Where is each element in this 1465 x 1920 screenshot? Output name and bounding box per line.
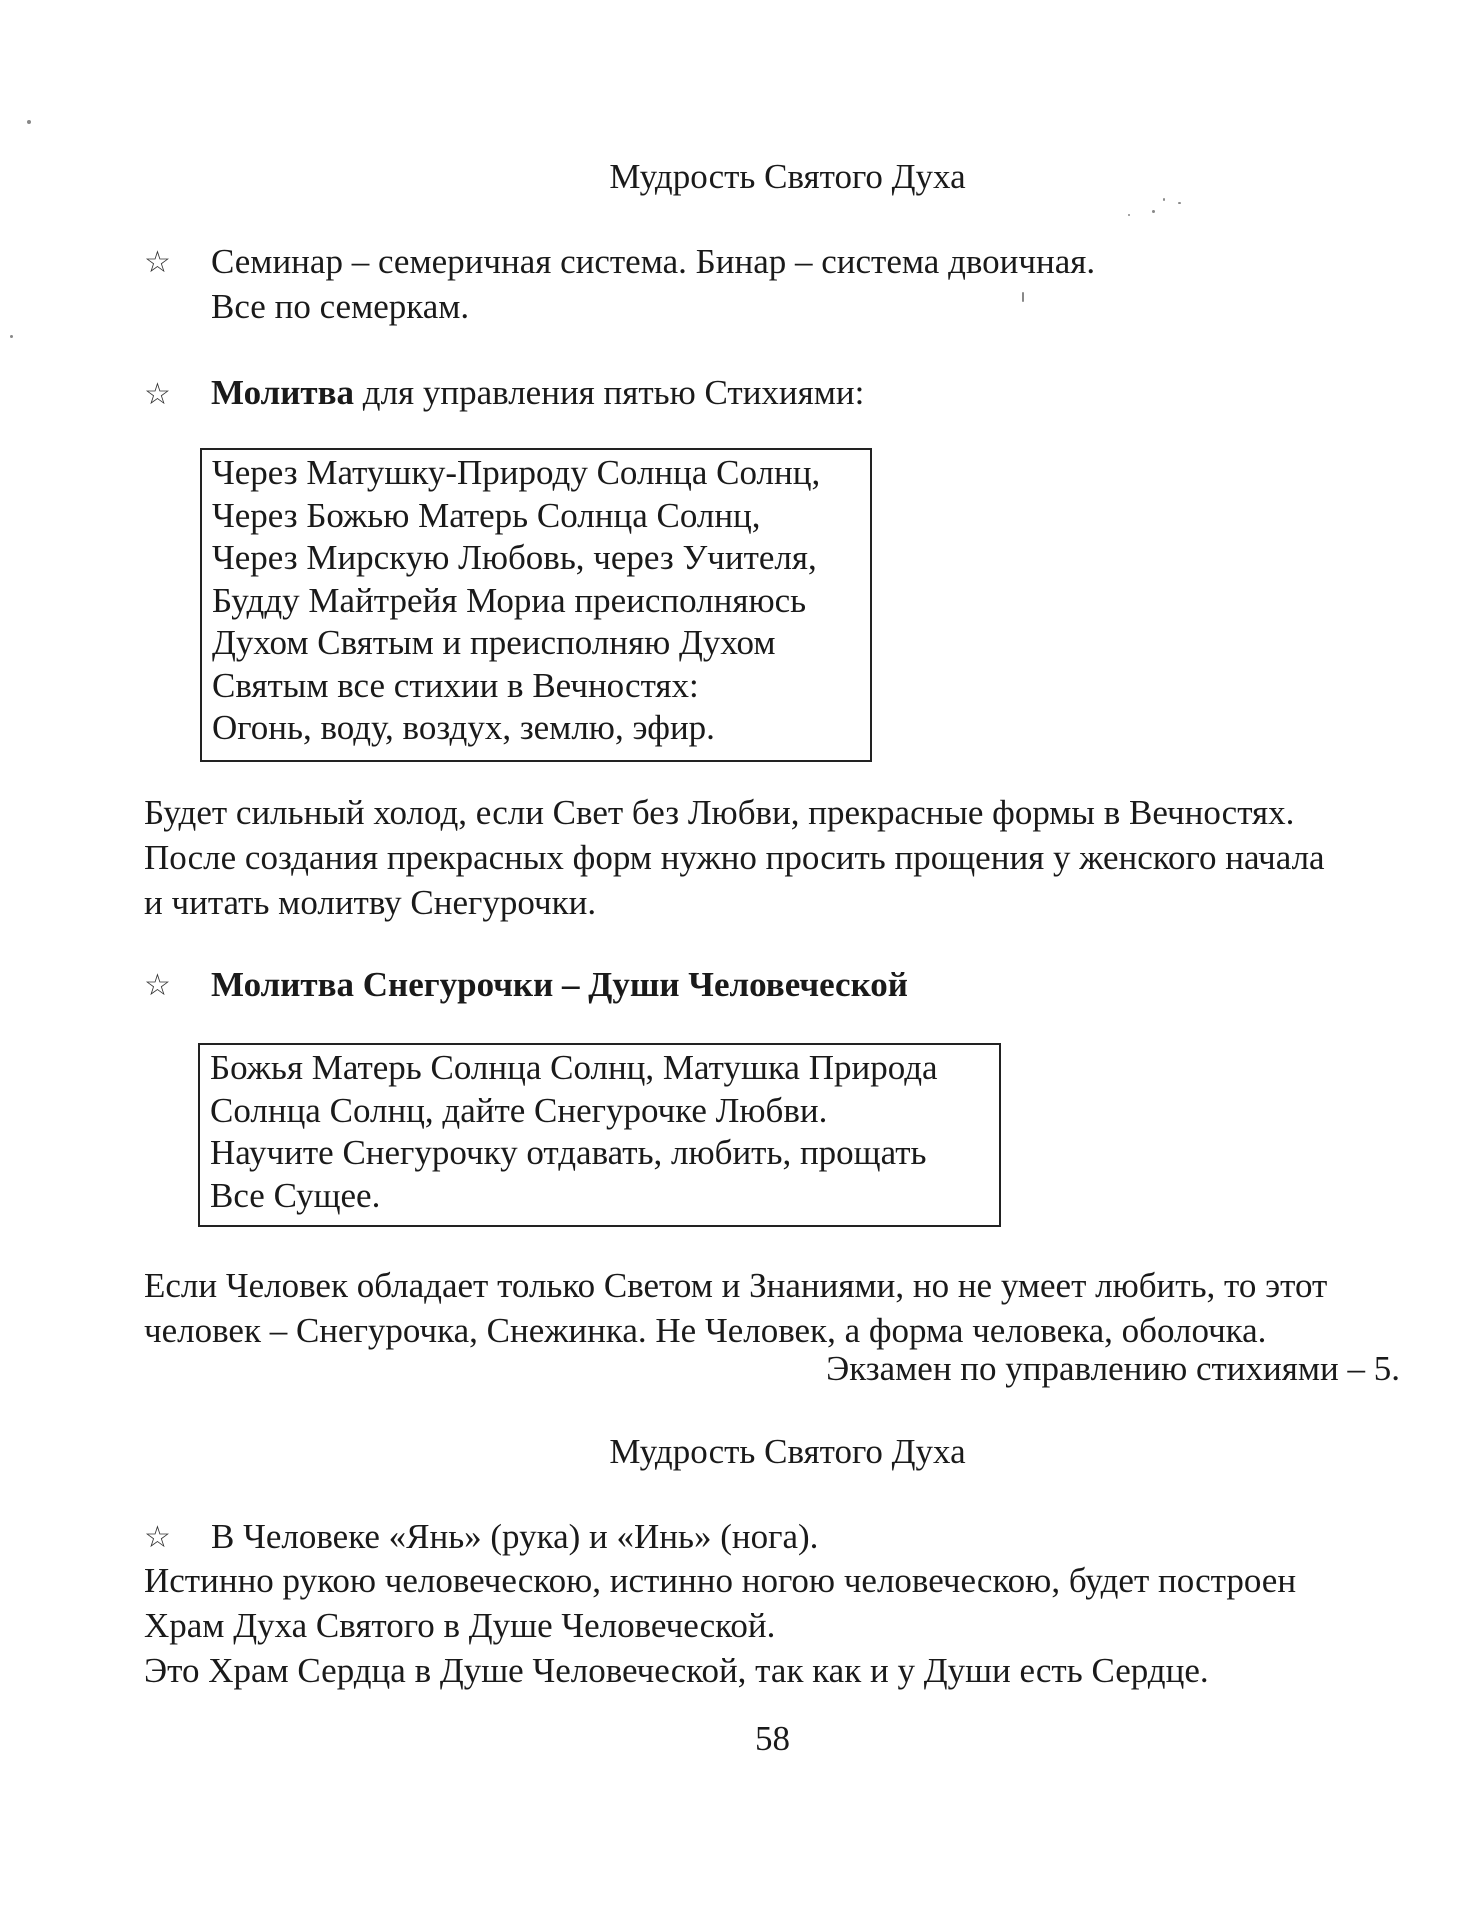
scan-speck xyxy=(1178,202,1181,204)
prayer-line: Все Сущее. xyxy=(210,1175,381,1215)
prayer-line: Через Божью Матерь Солнца Солнц, xyxy=(212,495,761,535)
paragraph-line: человек – Снегурочка, Снежинка. Не Человек, а форма человека, оболочка. xyxy=(144,1311,1267,1350)
prayer-line: Божья Матерь Солнца Солнц, Матушка Природа xyxy=(210,1048,938,1087)
item-snegurochka-title: Молитва Снегурочки – Души Человеческой xyxy=(211,965,908,1004)
prayer-title-bold: Молитва xyxy=(211,373,355,412)
paragraph-line: После создания прекрасных форм нужно просить прощения у женского начала xyxy=(144,838,1325,877)
prayer-title-rest: для управления пятью Стихиями: xyxy=(354,373,865,412)
prayer-line: Святым все стихии в Вечностях: xyxy=(212,665,699,705)
item-seminar-line1: Семинар – семеричная система. Бинар – система двоичная. xyxy=(211,242,1096,281)
scan-speck xyxy=(10,335,13,338)
paragraph-line: и читать молитву Снегурочки. xyxy=(144,883,597,922)
scan-speck xyxy=(27,120,31,124)
exam-note: Экзамен по управлению стихиями – 5. xyxy=(826,1349,1400,1388)
paragraph-line: Это Храм Сердца в Душе Человеческой, так как и у Души есть Сердце. xyxy=(144,1651,1209,1690)
prayer-line: Будду Майтрейя Мориа преисполняюсь xyxy=(212,580,807,620)
star-bullet-icon: ☆ xyxy=(144,969,171,1002)
scan-speck xyxy=(1022,292,1024,302)
star-bullet-icon: ☆ xyxy=(144,1521,171,1554)
prayer-line: Через Мирскую Любовь, через Учителя, xyxy=(212,538,817,577)
paragraph-cold xyxy=(144,790,1325,925)
paragraph-line: Истинно рукою человеческою, истинно ногою человеческою, будет построен xyxy=(144,1561,1297,1600)
paragraph-line: Если Человек обладает только Светом и Знаниями, но не умеет любить, то этот xyxy=(144,1266,1328,1305)
item-yan-yin: В Человеке «Янь» (рука) и «Инь» (нога). xyxy=(211,1517,819,1556)
scan-speck xyxy=(1163,198,1165,201)
star-bullet-icon: ☆ xyxy=(144,246,171,279)
page-number: 58 xyxy=(755,1719,790,1758)
paragraph-human xyxy=(144,1263,1327,1353)
paragraph-line: Храм Духа Святого в Душе Человеческой. xyxy=(144,1606,776,1645)
prayer-line: Солнца Солнц, дайте Снегурочке Любви. xyxy=(210,1090,828,1130)
prayer-box-elements xyxy=(200,448,872,762)
star-bullet-icon: ☆ xyxy=(144,378,171,411)
prayer-line: Через Матушку-Природу Солнца Солнц, xyxy=(212,453,821,492)
prayer-line: Огонь, воду, воздух, землю, эфир. xyxy=(212,708,715,747)
prayer-box-snegurochka xyxy=(198,1043,1001,1227)
paragraph-line: Будет сильный холод, если Свет без Любви, прекрасные формы в Вечностях. xyxy=(144,793,1295,832)
section-heading: Мудрость Святого Духа xyxy=(609,1432,966,1471)
prayer-line: Духом Святым и преисполняю Духом xyxy=(212,623,776,662)
item-prayer-title xyxy=(211,370,864,415)
scan-speck xyxy=(1152,210,1155,213)
scan-speck xyxy=(1128,214,1130,216)
paragraph-temple xyxy=(144,1558,1296,1693)
prayer-line: Научите Снегурочку отдавать, любить, прощать xyxy=(210,1133,927,1172)
item-seminar-line2: Все по семеркам. xyxy=(211,287,470,326)
section-heading: Мудрость Святого Духа xyxy=(609,157,966,196)
